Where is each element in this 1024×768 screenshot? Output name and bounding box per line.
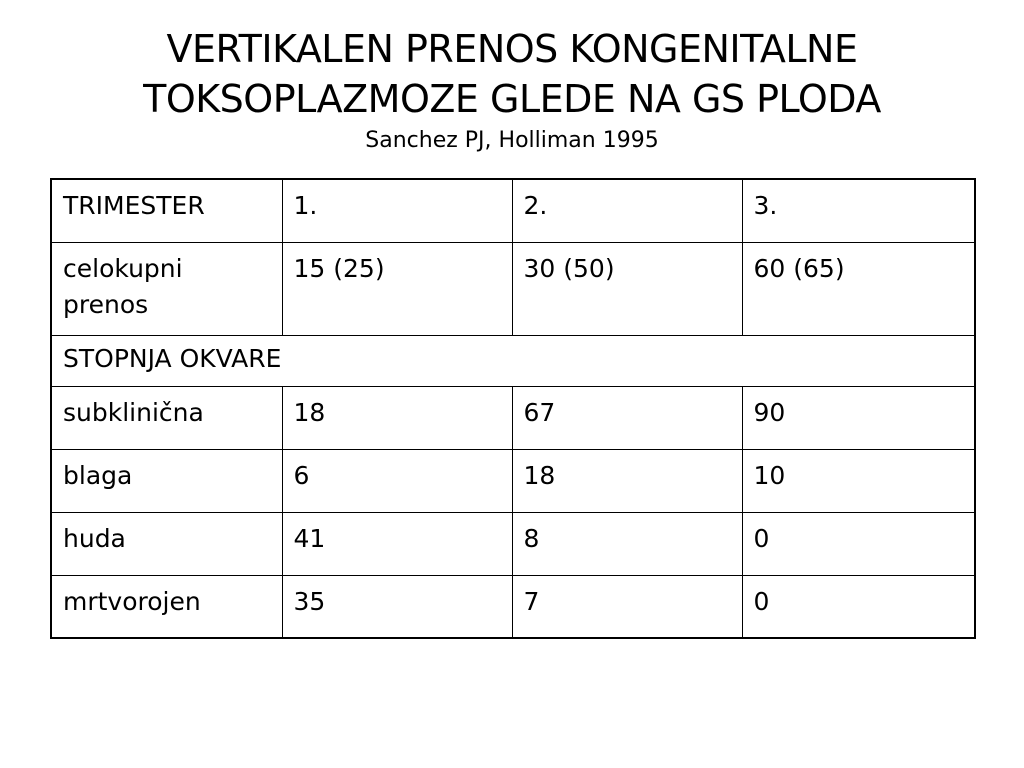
total-transmission-label-line-1: celokupni [63, 253, 183, 283]
table-row [51, 512, 975, 575]
slide-title-line-1: VERTIKALEN PRENOS KONGENITALNE [166, 27, 858, 71]
table-cell: 35 [282, 575, 512, 638]
slide-title-line-2: TOKSOPLAZMOZE GLEDE NA GS PLODA [143, 77, 881, 121]
table-cell: 30 (50) [512, 242, 742, 335]
table-header-row [51, 179, 975, 242]
table-cell: 18 [282, 386, 512, 449]
transmission-table [50, 178, 976, 639]
table-row [51, 386, 975, 449]
header-cell-trimester: TRIMESTER [51, 179, 282, 242]
table-cell: 41 [282, 512, 512, 575]
table-cell: 18 [512, 449, 742, 512]
title-block [0, 24, 1024, 156]
table-cell: 6 [282, 449, 512, 512]
table-cell: 90 [742, 386, 975, 449]
table-cell: 10 [742, 449, 975, 512]
header-cell-trimester-1: 1. [282, 179, 512, 242]
table-cell: 0 [742, 512, 975, 575]
total-transmission-label [51, 242, 282, 335]
table-row-total-transmission [51, 242, 975, 335]
table-cell: 7 [512, 575, 742, 638]
row-label: blaga [51, 449, 282, 512]
total-transmission-label-line-2: prenos [63, 289, 149, 319]
header-cell-trimester-3: 3. [742, 179, 975, 242]
slide-subtitle: Sanchez PJ, Holliman 1995 [365, 128, 659, 153]
table-row [51, 449, 975, 512]
table-cell: 67 [512, 386, 742, 449]
table-section-row [51, 335, 975, 386]
row-label: mrtvorojen [51, 575, 282, 638]
row-label: subklinična [51, 386, 282, 449]
table-cell: 15 (25) [282, 242, 512, 335]
table-cell: 0 [742, 575, 975, 638]
table-row [51, 575, 975, 638]
table-cell: 8 [512, 512, 742, 575]
header-cell-trimester-2: 2. [512, 179, 742, 242]
section-label-damage-degree: STOPNJA OKVARE [51, 335, 975, 386]
table-cell: 60 (65) [742, 242, 975, 335]
row-label: huda [51, 512, 282, 575]
